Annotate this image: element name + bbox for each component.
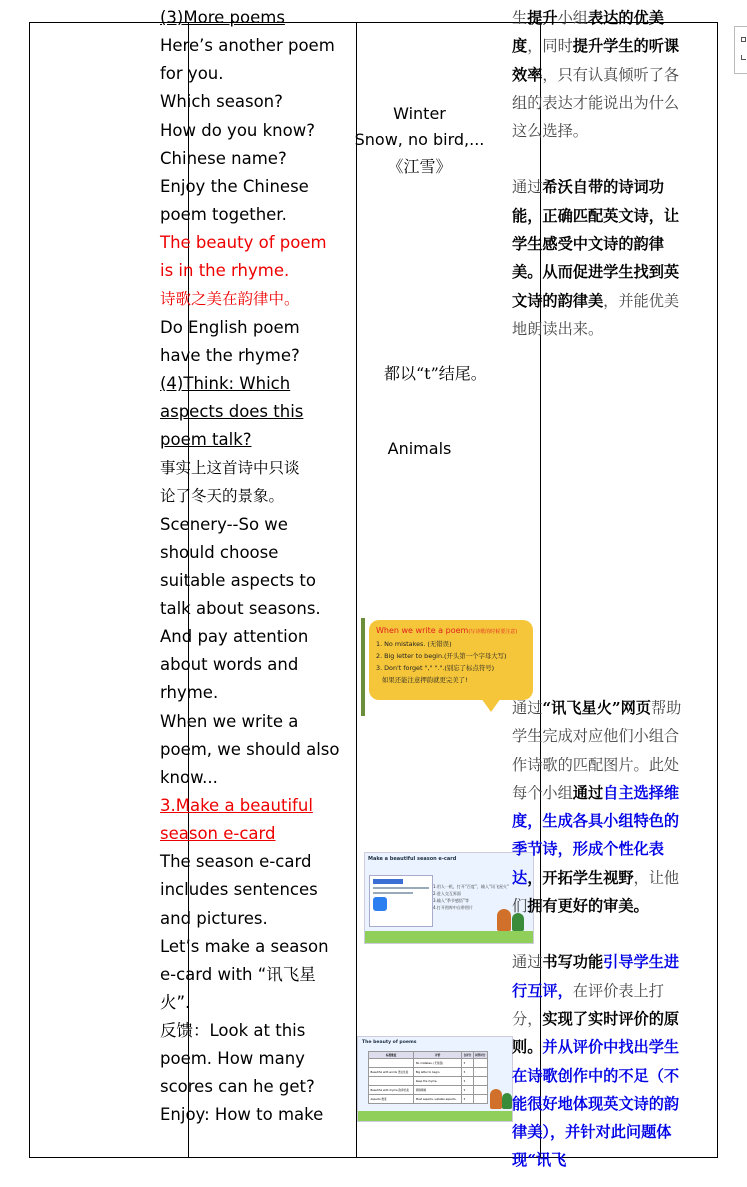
- procedure-line: Do English poem: [160, 317, 300, 337]
- table-cell: 5: [462, 1068, 474, 1077]
- intent-text-segment: 表达的优美度: [512, 9, 664, 56]
- table-cell: 5: [462, 1077, 474, 1086]
- table-header: 同伴评分: [473, 1052, 487, 1059]
- table-header: 自评分: [462, 1052, 474, 1059]
- procedure-line: 火”.: [160, 992, 191, 1012]
- table-cell: [473, 1077, 487, 1086]
- intent-text-segment: ，只有认真倾听了各组的表达才能说出为什么这么选择。: [512, 65, 680, 141]
- intent-text-segment: 小组: [557, 9, 588, 27]
- procedure-line: suitable aspects to: [160, 570, 316, 590]
- intent-text-segment: 提升学生的听课效率: [512, 37, 680, 84]
- ecard-step: 3.输入“季节感悟”等: [433, 898, 469, 903]
- procedure-line: Enjoy: How to make: [160, 1105, 324, 1125]
- intent-text-segment: “讯飞星火”网页: [542, 699, 651, 717]
- procedure-line: aspects does this: [160, 401, 304, 421]
- procedure-line: (3)More poems: [160, 8, 285, 27]
- table-cell: [473, 1068, 487, 1077]
- beauty-slide-thumbnail: [357, 1036, 513, 1122]
- bubble-item: 2. Big letter to begin.(开头第一个字母大写): [376, 652, 507, 660]
- ecard-slide-thumbnail: [364, 852, 534, 944]
- procedure-line: 论了冬天的景象。: [160, 487, 285, 506]
- table-header: 标准维度: [369, 1052, 414, 1059]
- bubble-item: 3. Don't forget "," ".".(别忘了标点符号): [376, 664, 495, 672]
- intent-text-segment: ，同时: [527, 37, 573, 56]
- bubble-title-note: (写诗歌的时候要注意): [468, 629, 518, 635]
- procedure-line: 事实上这首诗中只谈: [160, 459, 300, 478]
- table-cell: 5: [462, 1095, 474, 1104]
- animals-label: Animals: [387, 439, 452, 458]
- ecard-step: 4.打开图库中自带图片: [433, 905, 473, 910]
- procedure-line: The season e-card: [160, 852, 312, 872]
- poem-rules-bubble: [361, 618, 535, 716]
- intent-text-segment: 引导学生进行互评，: [512, 953, 680, 1000]
- table-cell: [473, 1086, 487, 1095]
- child-figure: [502, 1093, 512, 1109]
- table-cell: [473, 1059, 487, 1068]
- procedure-line: 反馈：Look at this: [160, 1021, 306, 1041]
- procedure-line: The beauty of poem: [160, 233, 327, 253]
- intent-text-segment: ，让他们: [512, 868, 680, 916]
- t-ending-note: 都以“t”结尾。: [384, 364, 487, 383]
- intent-paragraph-4: [512, 948, 688, 1174]
- procedure-line: When we write a: [160, 711, 299, 731]
- procedure-line: poem. How many: [160, 1049, 305, 1069]
- side-comment-marker[interactable]: [734, 26, 747, 74]
- child-figure: [497, 909, 511, 931]
- ecard-slide-title: Make a beautiful season e-card: [368, 856, 457, 862]
- intent-text-segment: ，并能优美地朗读出来。: [512, 291, 680, 338]
- design-intent-column-lower: [512, 694, 688, 1175]
- intent-text-segment: 并从评价中找出学生在诗歌创作中的不足（不能很好地体现英文诗的韵律美），并针对此问题体现“讯飞: [512, 1038, 680, 1170]
- procedure-line: poem together.: [160, 204, 287, 224]
- procedure-line: season e-card: [160, 824, 276, 844]
- intent-text-segment: 自主选择维度，生成各具小组特色的季节诗，形成个性化表达: [512, 783, 680, 887]
- bubble-footer: 如果还能注意押韵就更完美了!: [382, 676, 468, 684]
- table-cell: No mistakes. (无错误): [414, 1059, 462, 1068]
- procedure-line: is in the rhyme.: [160, 261, 290, 281]
- procedure-line: (4)Think: Which: [160, 373, 291, 393]
- intent-text-segment: 提升: [527, 9, 558, 27]
- table-cell: Most aspects, suitable aspects.: [414, 1095, 462, 1104]
- procedure-line: includes sentences: [160, 880, 318, 900]
- table-row: [369, 1086, 488, 1095]
- table-cell: 押韵顺畅: [414, 1086, 462, 1095]
- table-cell: [369, 1077, 414, 1086]
- table-row: [369, 1059, 488, 1068]
- snow-line: Snow, no bird,...: [354, 130, 485, 149]
- procedure-line: should choose: [160, 542, 279, 562]
- ecard-step: 1.用人一机，打开“百度”，输入“讯飞星火”: [433, 884, 510, 889]
- procedure-line: and pictures.: [160, 908, 268, 928]
- intent-text-segment: 帮助学生完成对应他们小组合作诗歌的匹配图片。此处每个小组: [512, 699, 682, 802]
- procedure-line: rhyme.: [160, 683, 219, 703]
- procedure-line: Scenery--So we: [160, 514, 288, 534]
- table-cell: Aspects 维度: [369, 1095, 414, 1104]
- table-cell: Big letter to begin.: [414, 1068, 462, 1077]
- procedure-line: talk about seasons.: [160, 598, 321, 618]
- winter-label: Winter: [393, 104, 446, 123]
- evaluation-table: [368, 1051, 488, 1104]
- procedure-line: have the rhyme?: [160, 345, 300, 365]
- procedure-line: Let’s make a season: [160, 936, 329, 956]
- intent-text-segment: 通过: [512, 178, 543, 197]
- beauty-slide-title: The beauty of poems: [362, 1040, 417, 1045]
- intent-text-segment: 生: [512, 9, 528, 27]
- intent-text-segment: 通过: [572, 783, 604, 802]
- procedure-line: And pay attention: [160, 627, 309, 647]
- procedure-line: How do you know?: [160, 120, 315, 140]
- table-header: 评价: [414, 1052, 462, 1059]
- intent-text-segment: ，开拓学生视野: [527, 868, 634, 887]
- jiangxue-title: 《江雪》: [387, 157, 452, 176]
- procedure-line: Which season?: [160, 92, 283, 112]
- procedure-line: Here’s another poem: [160, 36, 335, 56]
- child-figure: [490, 1089, 502, 1109]
- bubble-title: When we write a poem: [376, 626, 469, 635]
- intent-text-segment: 在评价表上打分，: [512, 981, 664, 1028]
- table-cell: 5: [462, 1059, 474, 1068]
- procedure-line: 3.Make a beautiful: [160, 795, 313, 815]
- table-row: [369, 1095, 488, 1104]
- table-row: [369, 1068, 488, 1077]
- intent-text-segment: 通过: [512, 953, 543, 972]
- table-cell: 5: [462, 1086, 474, 1095]
- procedure-line: e-card with “讯飞星: [160, 964, 316, 984]
- procedure-line: Chinese name?: [160, 148, 287, 168]
- intent-paragraph-2: [512, 173, 688, 343]
- intent-text-segment: 实现了实时评价的原则。: [512, 1009, 680, 1057]
- table-cell: [473, 1095, 487, 1104]
- table-row: [369, 1077, 488, 1086]
- bubble-item: 1. No mistakes. (无错误): [376, 640, 452, 648]
- intent-paragraph-3: [512, 694, 688, 920]
- procedure-line: poem talk?: [160, 430, 252, 450]
- design-intent-column: [512, 4, 688, 343]
- table-cell: [369, 1059, 414, 1068]
- procedure-line: for you.: [160, 64, 224, 84]
- table-cell: Beautiful with rhyme 韵律优美: [369, 1086, 414, 1095]
- procedure-line: 诗歌之美在韵律中。: [160, 290, 300, 309]
- procedure-line: poem, we should also: [160, 739, 340, 759]
- intent-text-segment: 拥有更好的审美。: [527, 897, 649, 916]
- table-cell: Keep the rhyme.: [414, 1077, 462, 1086]
- procedure-line: know...: [160, 767, 218, 787]
- procedure-line: Enjoy the Chinese: [160, 176, 309, 196]
- intent-text-segment: 通过: [512, 699, 543, 717]
- procedure-line: about words and: [160, 655, 299, 675]
- teaching-procedure-column: [160, 4, 340, 1130]
- ecard-step: 2.进入交互界面: [433, 891, 461, 896]
- table-cell: Beautiful with words 语言优美: [369, 1068, 414, 1077]
- procedure-line: scores can he get?: [160, 1077, 315, 1097]
- intent-text-segment: 希沃自带的诗词功能，正确匹配英文诗，让学生感受中文诗的韵律美。从而促进学生找到英文诗的韵律美: [512, 178, 680, 310]
- column-divider: [356, 23, 357, 1157]
- intent-text-segment: 书写功能: [542, 953, 604, 972]
- intent-paragraph-1: [512, 4, 688, 145]
